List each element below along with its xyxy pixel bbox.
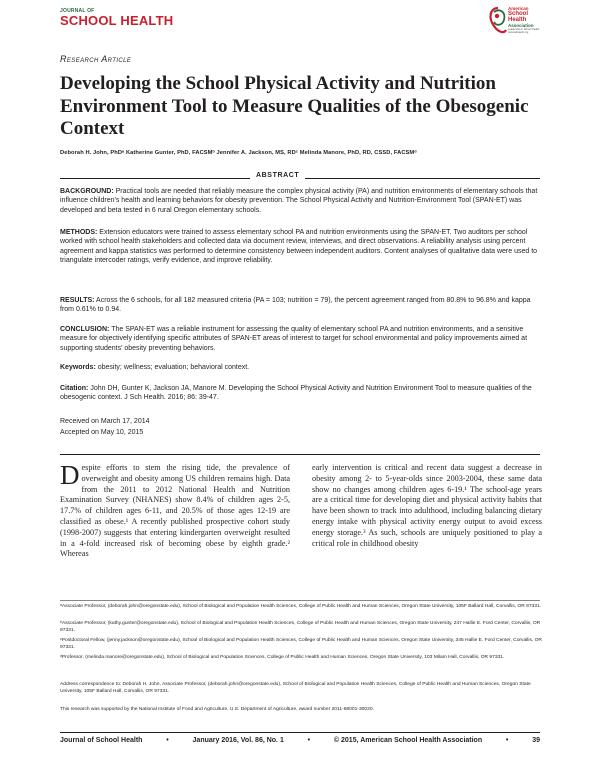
body-column-right (312, 463, 542, 549)
logo-line3: Health (508, 17, 527, 23)
body-right-text: early intervention is critical and recent data suggest a decrease in obesity among 2- to 5-year-olds since 2003-2004, these same data show no changes among children ages 6-19.¹ The school-age years are a critical time for developing diet and physical activity habits that have been shown to track into adulthood, including balancing dietary energy intake with physical activity energy output to avoid excess energy storage.³ As such, schools are uniquely positioned to play a critical role in childhood obesity (312, 463, 542, 548)
abstract-citation (60, 384, 540, 403)
footnote-funding: This research was supported by the National Institute of Food and Agriculture, U.S. Department of Agriculture, award number 2011-68001-30020. (60, 707, 374, 712)
section-label: Research Article (60, 54, 132, 64)
logo-line2: School (508, 11, 529, 17)
results-label: RESULTS: (60, 297, 95, 304)
journal-prefix: JOURNAL OF (60, 8, 95, 14)
footnote-d: ᵈProfessor, (melinda.manore@oregonstate.edu), School of Biological and Population Sciences, College of Public Health and Human Sciences, Oregon State University, 103 Milam Hall, Corvallis, OR 97331. (60, 655, 505, 660)
footnote-b: ᵇAssociate Professor, (kathy.gunter@oregonstate.edu), School of Biological and Population Health Sciences, College of Public Health and Human Sciences, Oregon State University, 247 Hallie E. Ford Center, Corvallis, OR 97331. (60, 621, 541, 634)
footer-sep-3: • (505, 737, 509, 744)
background-text: Practical tools are needed that reliably measure the complex physical activity (PA) and nutrition environments of elementary schools that influence children's health and learning behaviors for obesity prevention. The School Physical Activity and Nutrition-Environment Tool (SPAN-ET) was developed and beta tested in 6 rural Oregon elementary schools. (60, 188, 538, 214)
conclusion-label: CONCLUSION: (60, 326, 110, 333)
methods-label: METHODS: (60, 229, 98, 236)
keywords-label: Keywords: (60, 364, 96, 371)
journal-name: SCHOOL HEALTH (60, 13, 174, 28)
logo-url: www.ashaweb.org (508, 31, 529, 34)
page-number: 39 (532, 737, 540, 744)
logo-line4: Association (508, 23, 534, 28)
received-date: Received on March 17, 2014 (60, 418, 150, 425)
conclusion-text: The SPAN-ET was a reliable instrument for assessing the quality of elementary school PA and nutrition environments, and a sensitive measure for objectively identifying specific attributes of SPAN-ET areas of interest to target for school environmental and policy improvements aimed at supporting students' obesity preventing behaviors. (60, 326, 528, 352)
footer-issue: January 2016, Vol. 86, No. 1 (192, 737, 284, 744)
results-text: Across the 6 schools, for all 182 measured criteria (PA = 103; nutrition = 79), the percent agreement ranged from 80.8% to 96.8% and kappa from 0.61% to 0.94. (60, 297, 531, 314)
methods-text: Extension educators were trained to assess elementary school PA and nutrition environments using the SPAN-ET. Two auditors per school worked with school health stakeholders and collected data via document review, interviews, and direct observations. A reliability analysis using percent agreement and kappa statistics was performed to determine consistency between independent auditors. Content analyses of qualitative data were used to triangulate intercoder ratings, verify evidence, and improve reliability. (60, 229, 538, 264)
logo-tagline: Leadership in School Health (508, 28, 540, 31)
abstract-results (60, 296, 540, 315)
footer-divider (60, 732, 540, 733)
authors-line: Deborah H. John, PhDᵃ Katherine Gunter, PhD, FACSMᵇ Jennifer A. Jackson, MS, RDᶜ Melinda Manore, PhD, RD, CSSD, FACSMᵈ (60, 150, 417, 156)
abstract-conclusion (60, 325, 540, 353)
page-footer (60, 737, 540, 744)
footnote-divider (60, 600, 540, 601)
drop-cap: D (60, 460, 80, 490)
body-left-text: espite efforts to stem the rising tide, the prevalence of overweight and obesity among US children remains high. Data from the 2011 to 2012 National Health and Nutrition Examination Survey (NHANES) show 8.4% of children ages 2-5, 17.7% of children ages 6-11, and 20.5% of those ages 12-19 are classified as obese.¹ A recently published prospective cohort study (1998-2007) suggests that entering kindergarten overweight resulted in a 4-fold increased risk of becoming obese by eighth grade.² Whereas (60, 463, 290, 559)
keywords-text: obesity; wellness; evaluation; behavioral context. (97, 364, 250, 371)
article-title: Developing the School Physical Activity and Nutrition Environment Tool to Measure Qualities of the Obesogenic Context (60, 73, 529, 139)
abstract-keywords (60, 363, 540, 372)
body-divider (60, 454, 540, 455)
abstract-background (60, 187, 540, 215)
abstract-heading: ABSTRACT (250, 172, 305, 179)
footnote-c: ᶜPostdoctoral Fellow, (jenny.jackson@oregonstate.edu), School of Biological and Population Health Sciences, College of Public Health and Human Sciences, Oregon State University, 345 Hallie E. Ford Center, Corvallis, OR 97331. (60, 638, 542, 651)
footer-sep-1: • (166, 737, 169, 744)
accepted-date: Accepted on May 10, 2015 (60, 429, 144, 436)
footnote-correspondence: Address correspondence to: Deborah H. John, Associate Professor, (deborah.john@oregonstate.edu), School of Biological and Population Health Sciences, College of Public Health and Human Sciences, Oregon State University, 105F Ballard Hall, Corvallis, OR 97331. (60, 682, 531, 695)
footer-journal: Journal of School Health (60, 737, 143, 744)
background-label: BACKGROUND: (60, 188, 114, 195)
logo-line1: American (508, 6, 529, 11)
asha-logo (486, 4, 548, 38)
citation-text: John DH, Gunter K, Jackson JA, Manore M. Developing the School Physical Activity and Nutrition Environment Tool to measure qualities of the obesogenic context. J Sch Health. 2016; 86: 39-47. (60, 385, 532, 402)
body-column-left (60, 460, 290, 560)
footnote-a: ᵃAssociate Professor, (deborah.john@oregonstate.edu), School of Biological and Population Health Sciences, College of Public Health and Human Sciences, Oregon State University, 105F Ballard Hall, Corvallis, OR 97331. (60, 604, 542, 609)
footer-sep-2: • (307, 737, 311, 744)
footer-copyright: © 2015, American School Health Association (333, 737, 483, 744)
abstract-methods (60, 228, 540, 265)
citation-label: Citation: (60, 385, 89, 392)
